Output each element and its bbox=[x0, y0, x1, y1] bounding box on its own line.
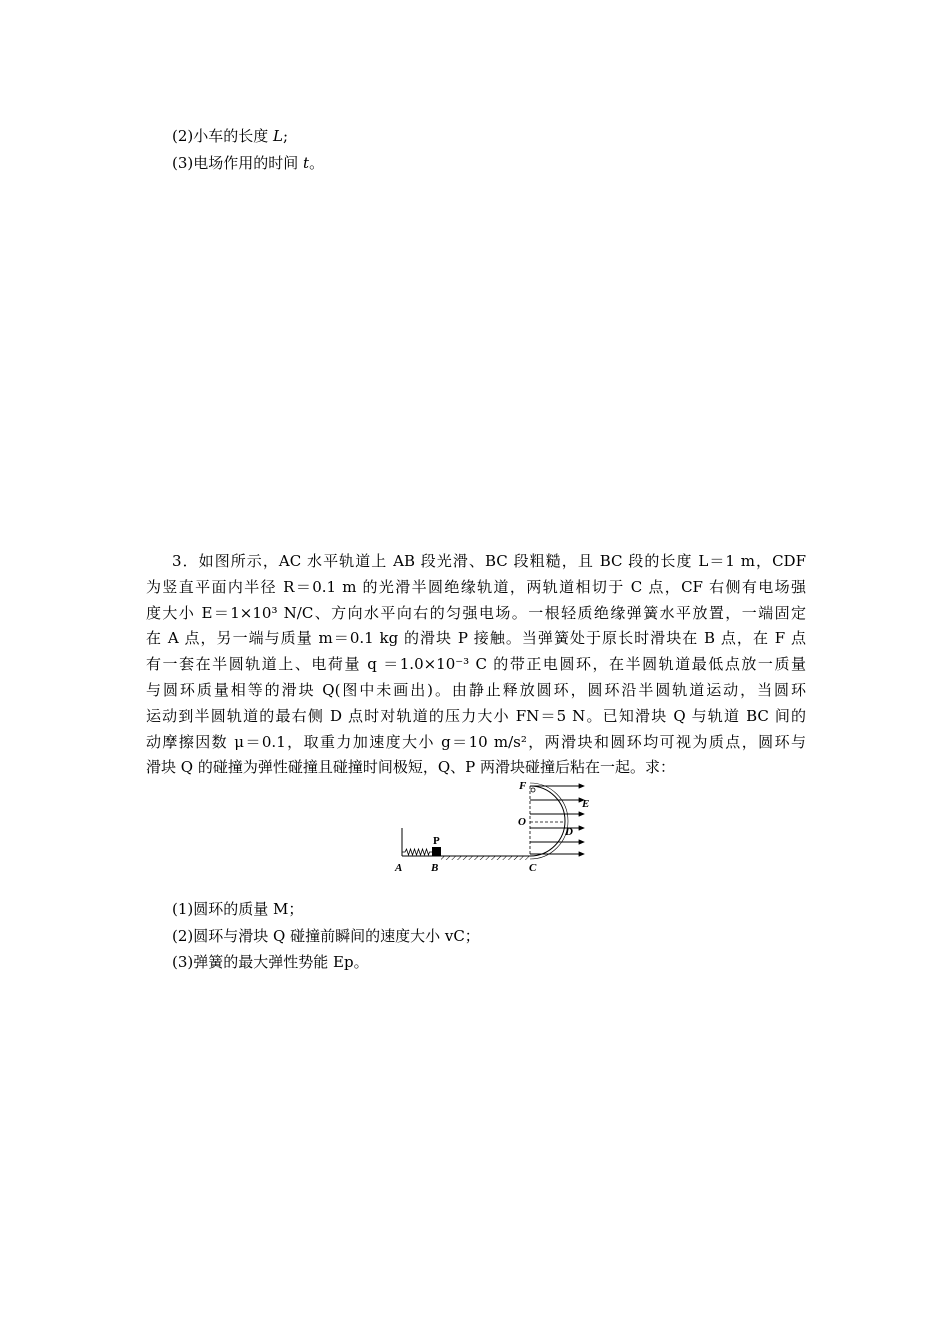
label-d: D bbox=[565, 826, 573, 838]
problem-line-1: 3．如图所示，AC 水平轨道上 AB 段光滑、BC 段粗糙，且 BC 段的长度 L＝1 m，CDF bbox=[172, 552, 806, 570]
label-b: B bbox=[431, 862, 439, 874]
ring bbox=[531, 788, 535, 792]
label-o: O bbox=[518, 816, 526, 828]
prev-question-3: (3)电场作用的时间 t。 bbox=[172, 154, 325, 172]
label-f: F bbox=[519, 780, 527, 792]
problem-line-7: 运动到半圆轨道的最右侧 D 点时对轨道的压力大小 FN＝5 N。已知滑块 Q 与轨道 BC 间的 bbox=[146, 706, 806, 725]
rough-section-bc bbox=[441, 856, 530, 860]
problem-line-9: 滑块 Q 的碰撞为弹性碰撞且碰撞时间极短，Q、P 两滑块碰撞后粘在一起。求： bbox=[146, 758, 675, 777]
problem-line-6: 与圆环质量相等的滑块 Q(图中未画出)。由静止释放圆环，圆环沿半圆轨道运动，当圆环 bbox=[146, 680, 806, 699]
label-a: A bbox=[395, 862, 403, 874]
problem-line-2: 为竖直平面内半径 R＝0.1 m 的光滑半圆绝缘轨道，两轨道相切于 C 点，CF 右侧有电场强 bbox=[146, 577, 806, 596]
semicircle-track-outer bbox=[530, 783, 568, 859]
semicircle-track bbox=[530, 786, 565, 856]
sub-question-1: (1)圆环的质量 M； bbox=[172, 900, 304, 918]
problem-line-4: 在 A 点，另一端与质量 m＝0.1 kg 的滑块 P 接触。当弹簧处于原长时滑块在 B 点，在 F 点 bbox=[146, 629, 806, 648]
problem-line-5: 有一套在半圆轨道上、电荷量 q ＝1.0×10⁻³ C 的带正电圆环，在半圆轨道最低点放一质量 bbox=[146, 655, 806, 674]
problem-line-3: 度大小 E＝1×10³ N/C、方向水平向右的匀强电场。一根轻质绝缘弹簧水平放置，一端固定 bbox=[146, 603, 806, 622]
sub-question-3: (3)弹簧的最大弹性势能 Ep。 bbox=[172, 953, 369, 971]
prev-question-2: (2)小车的长度 L; bbox=[172, 127, 289, 145]
label-c: C bbox=[529, 862, 537, 874]
spring bbox=[402, 849, 432, 855]
label-p: P bbox=[433, 835, 440, 847]
label-e: E bbox=[582, 798, 590, 810]
problem-line-8: 动摩擦因数 μ＝0.1，取重力加速度大小 g＝10 m/s²，两滑块和圆环均可视为质点，圆环与 bbox=[146, 732, 806, 751]
problem-3-statement bbox=[146, 549, 806, 781]
track-diagram bbox=[392, 778, 592, 876]
sub-question-2: (2)圆环与滑块 Q 碰撞前瞬间的速度大小 vC； bbox=[172, 927, 480, 945]
block-p bbox=[432, 847, 441, 856]
